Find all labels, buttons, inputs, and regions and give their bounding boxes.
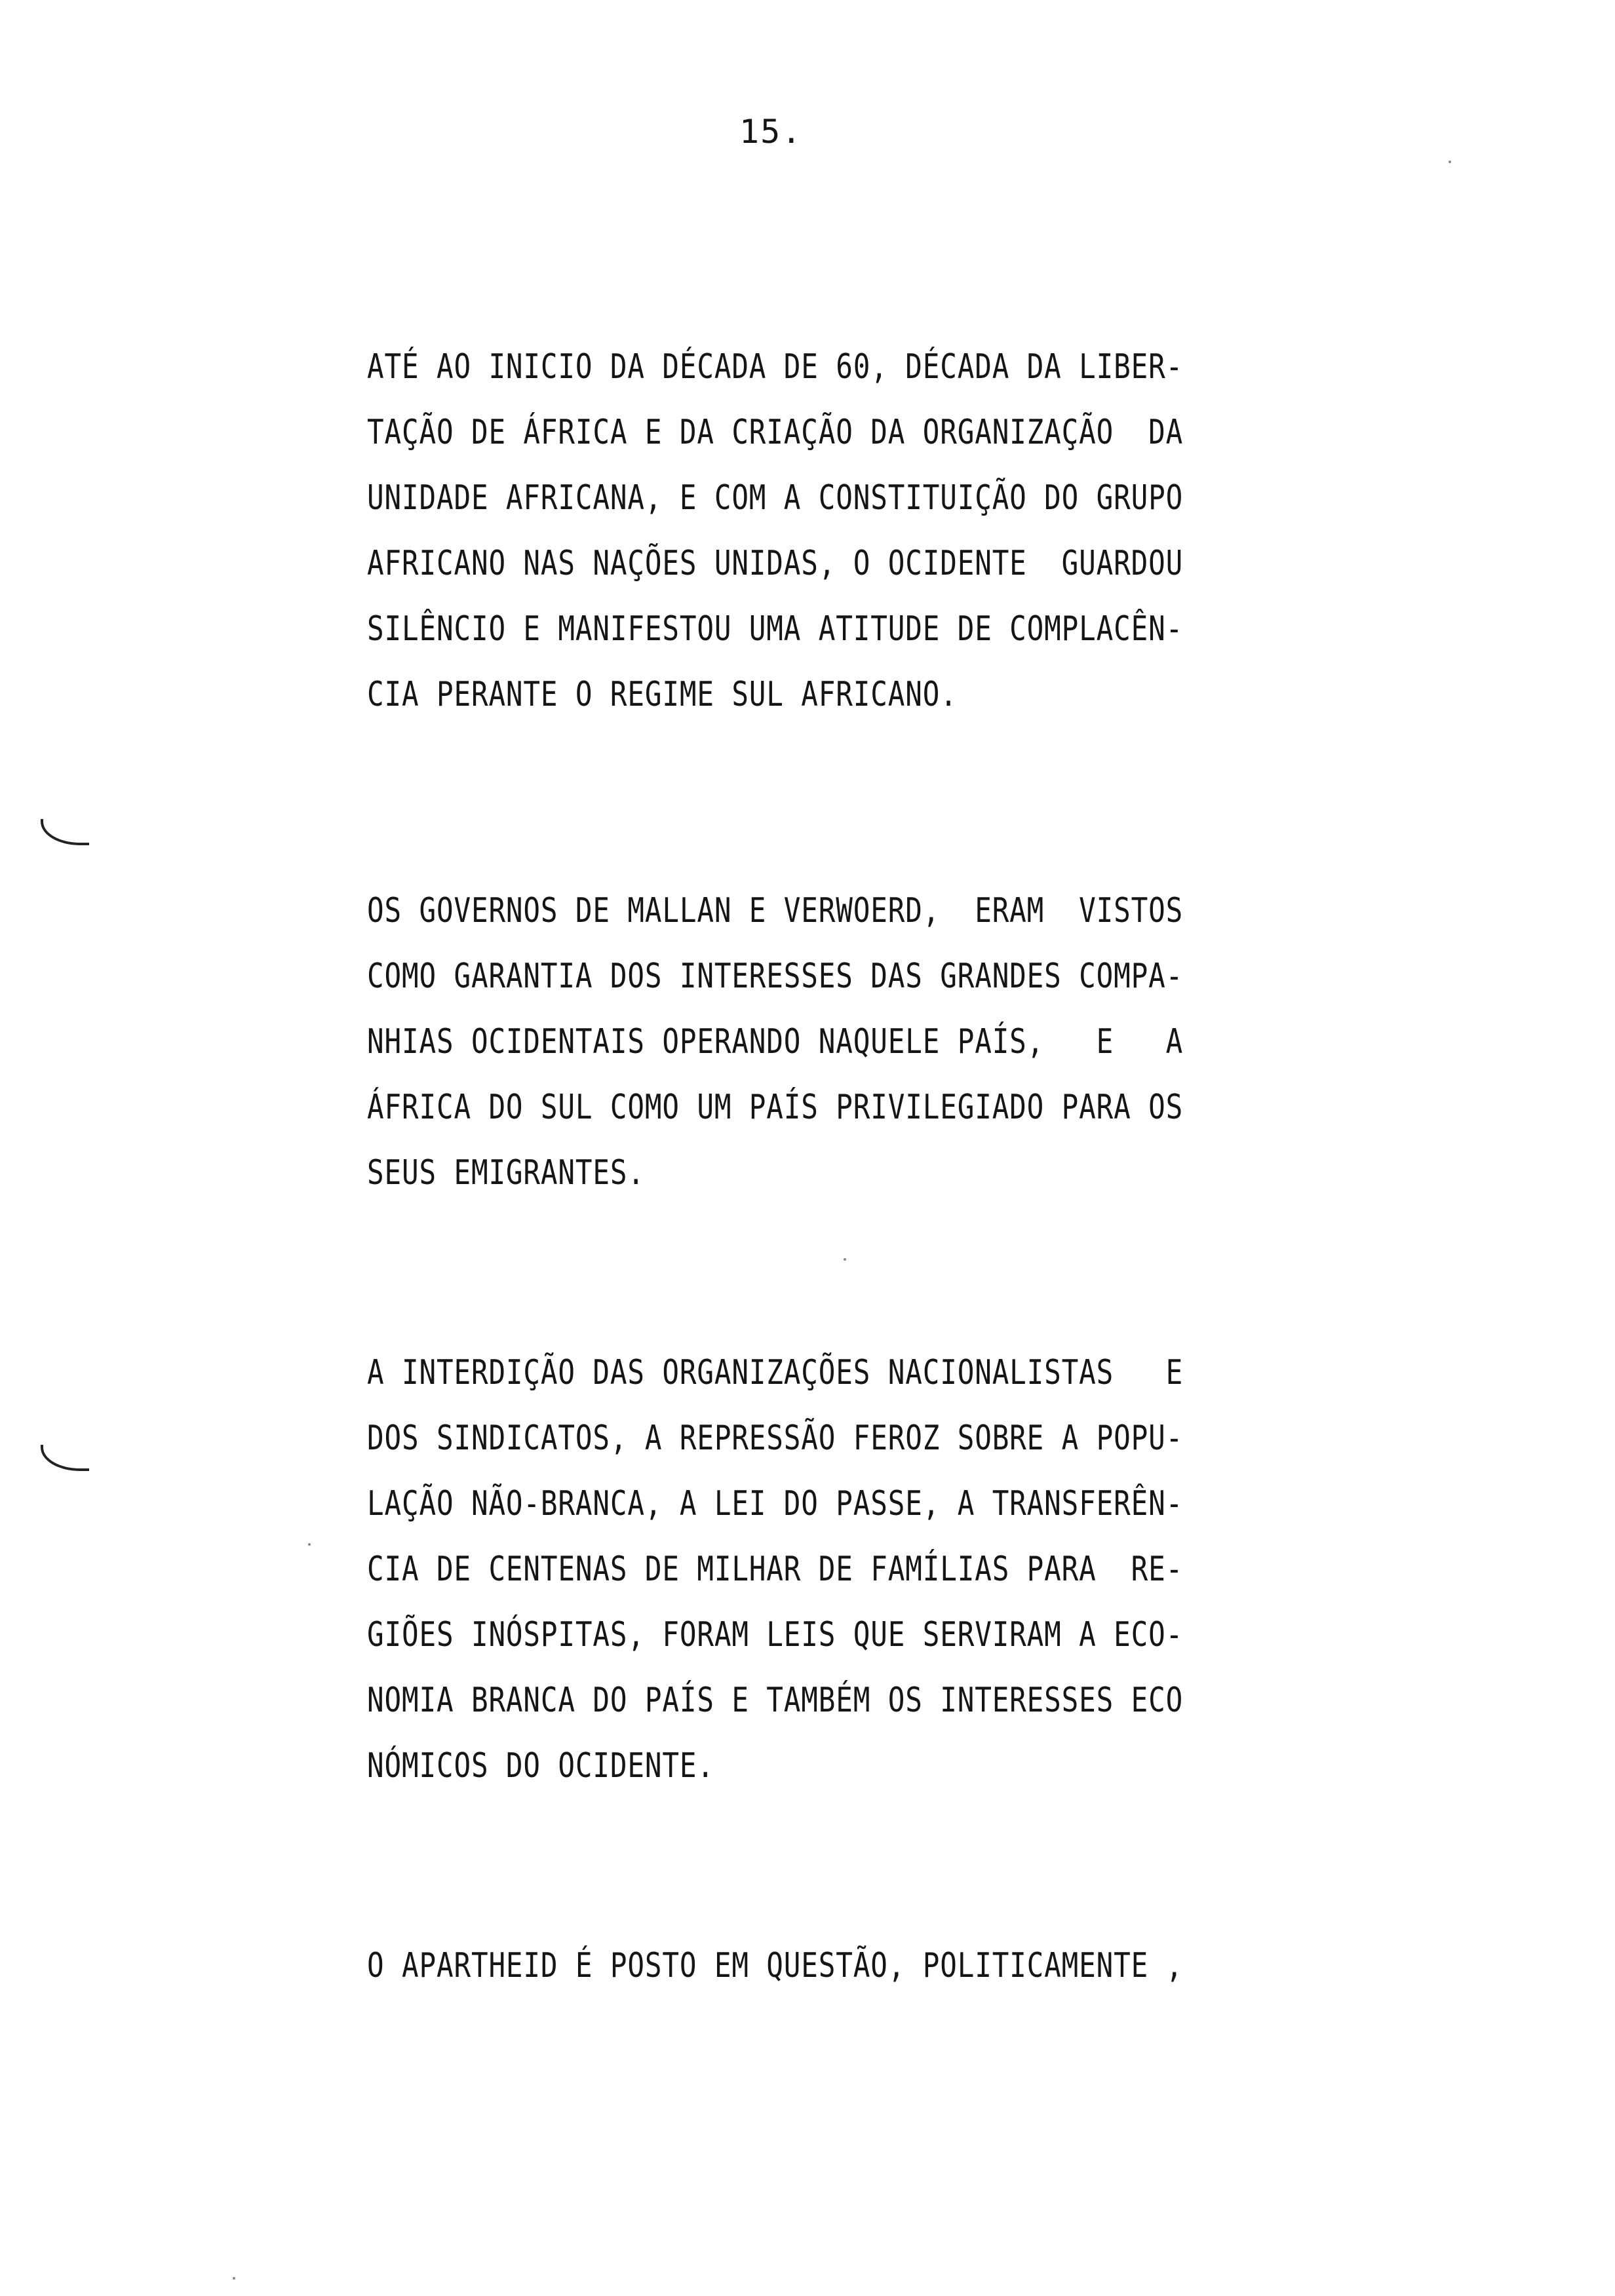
- text-line: COMO GARANTIA DOS INTERESSES DAS GRANDES COMPA-: [367, 957, 1184, 996]
- paragraph-4: [367, 1933, 1298, 1999]
- text-line: UNIDADE AFRICANA, E COM A CONSTITUIÇÃO DO GRUPO: [367, 478, 1184, 518]
- text-line: A INTERDIÇÃO DAS ORGANIZAÇÕES NACIONALISTAS E: [367, 1353, 1184, 1392]
- text-line: NÓMICOS DO OCIDENTE.: [367, 1746, 714, 1786]
- paragraph-1: [367, 334, 1298, 727]
- page-number: 15.: [739, 113, 803, 151]
- binder-mark: [41, 819, 89, 845]
- text-line: GIÕES INÓSPITAS, FORAM LEIS QUE SERVIRAM A ECO-: [367, 1615, 1184, 1655]
- text-line: O APARTHEID É POSTO EM QUESTÃO, POLITICAMENTE ,: [367, 1946, 1184, 1985]
- binder-mark: [41, 1445, 89, 1471]
- scan-speck: [308, 1543, 311, 1546]
- text-line: LAÇÃO NÃO-BRANCA, A LEI DO PASSE, A TRANSFERÊN-: [367, 1484, 1184, 1523]
- text-line: ATÉ AO INICIO DA DÉCADA DE 60, DÉCADA DA LIBER-: [367, 347, 1184, 387]
- text-line: OS GOVERNOS DE MALLAN E VERWOERD, ERAM VISTOS: [367, 891, 1184, 930]
- text-line: AFRICANO NAS NAÇÕES UNIDAS, O OCIDENTE GUARDOU: [367, 544, 1184, 583]
- text-line: ÁFRICA DO SUL COMO UM PAÍS PRIVILEGIADO PARA OS: [367, 1088, 1184, 1127]
- scan-speck: [844, 1258, 846, 1261]
- paragraph-2: [367, 878, 1298, 1206]
- text-line: SEUS EMIGRANTES.: [367, 1153, 645, 1193]
- scan-speck: [1449, 161, 1451, 163]
- text-line: NHIAS OCIDENTAIS OPERANDO NAQUELE PAÍS, E A: [367, 1022, 1184, 1062]
- text-line: DOS SINDICATOS, A REPRESSÃO FEROZ SOBRE A POPU-: [367, 1419, 1184, 1458]
- scan-speck: [233, 2277, 235, 2280]
- text-line: NOMIA BRANCA DO PAÍS E TAMBÉM OS INTERESSES ECO: [367, 1681, 1184, 1720]
- text-line: TAÇÃO DE ÁFRICA E DA CRIAÇÃO DA ORGANIZAÇÃO DA: [367, 413, 1184, 452]
- text-line: SILÊNCIO E MANIFESTOU UMA ATITUDE DE COMPLACÊN-: [367, 609, 1184, 649]
- text-line: CIA PERANTE O REGIME SUL AFRICANO.: [367, 675, 958, 714]
- paragraph-3: [367, 1340, 1298, 1799]
- text-line: CIA DE CENTENAS DE MILHAR DE FAMÍLIAS PARA RE-: [367, 1550, 1184, 1589]
